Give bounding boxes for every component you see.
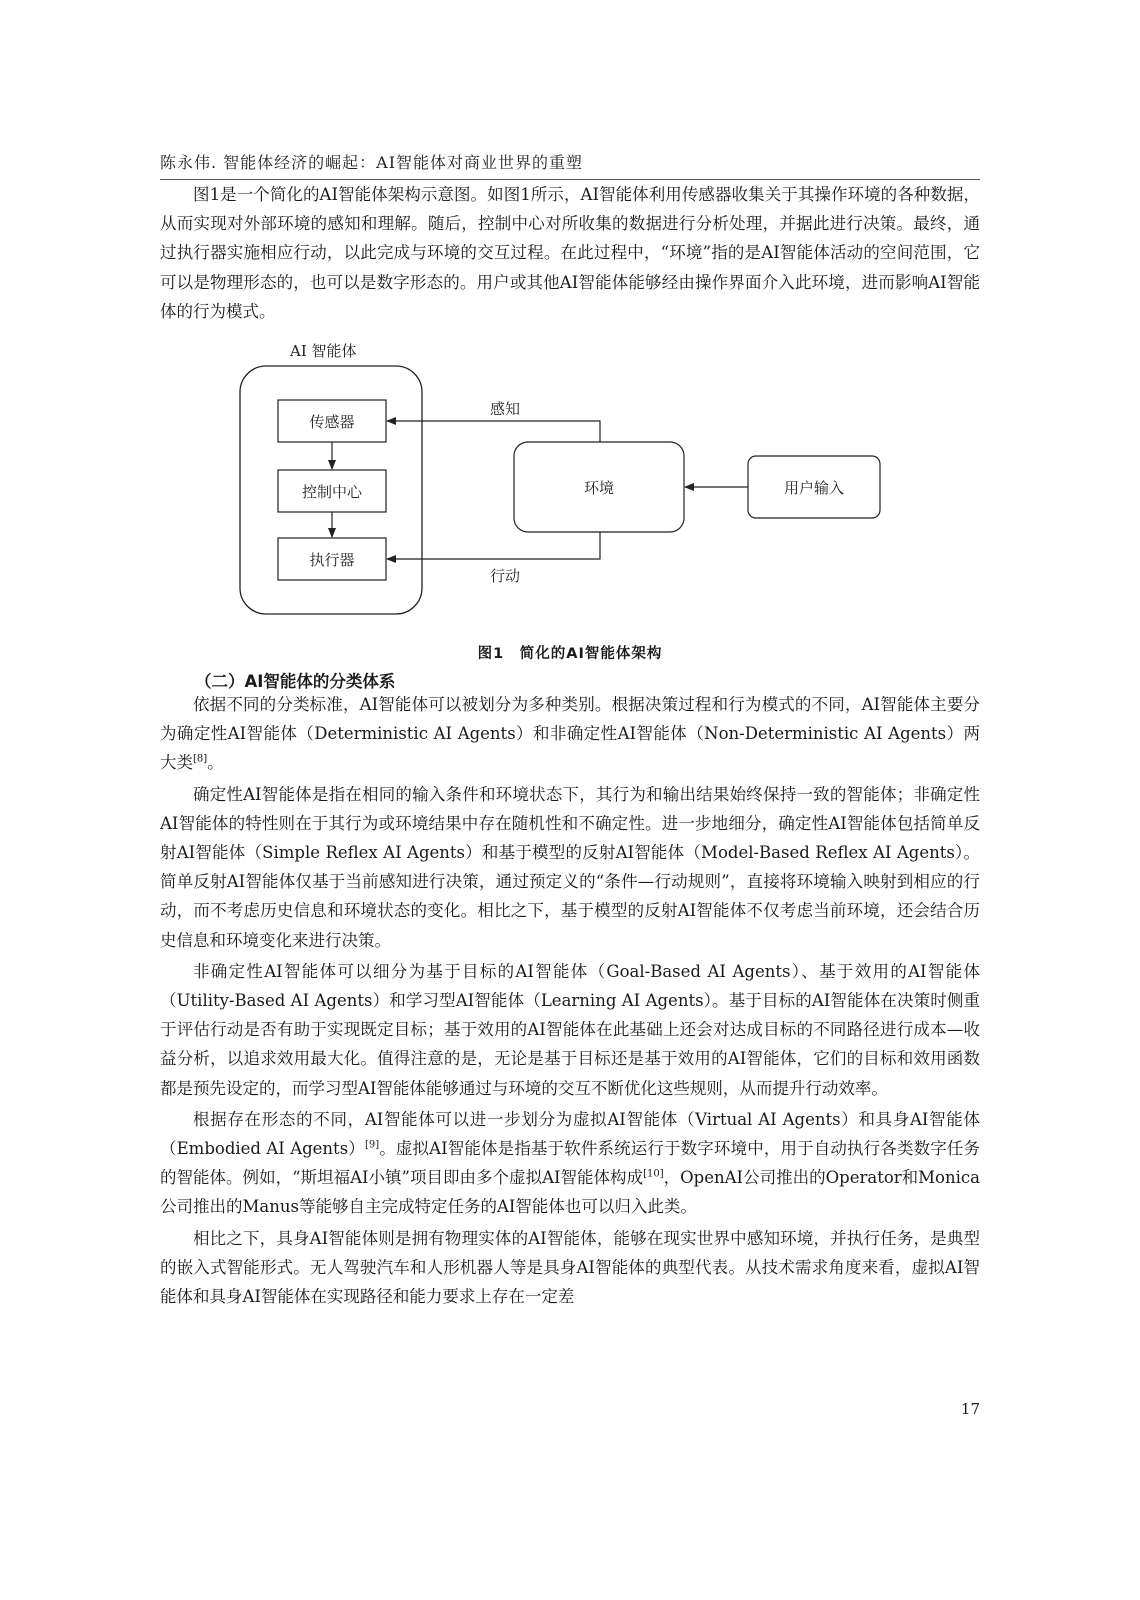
intro-paragraph: 图1是一个简化的AI智能体架构示意图。如图1所示，AI智能体利用传感器收集关于其操作环境的各种数据，从而实现对外部环境的感知和理解。随后，控制中心对所收集的数据进行分析处理，并据此进行决策。最终，通过执行器实施相应行动，以此完成与环境的交互过程。在此过程中，“环境”指的是AI智能体活动的空间范围，它可以是物理形态的，也可以是数字形态的。用户或其他AI智能体能够经由操作界面介入此环境，进而影响AI智能体的行为模式。 — [160, 185, 980, 321]
user-input-label: 用户输入 — [783, 478, 844, 497]
actuator-label: 执行器 — [309, 550, 355, 569]
action-label: 行动 — [490, 567, 521, 585]
citation-ref: [9] — [364, 1139, 380, 1151]
agent-label: AI 智能体 — [290, 342, 357, 360]
intro-paragraph-block — [160, 180, 980, 328]
running-head: 陈永伟. 智能体经济的崛起：AI智能体对商业世界的重塑 — [160, 150, 980, 180]
agent-architecture-diagram — [160, 340, 980, 640]
paragraph-deterministic: 确定性AI智能体是指在相同的输入条件和环境状态下，其行为和输出结果始终保持一致的智能体；非确定性AI智能体的特性则在于其行为或环境结果中存在随机性和不确定性。进一步地细分，确定性AI智能体包括简单反射AI智能体（Simple Reflex AI Agents）和基于模型的反射AI智能体（Model-Based Reflex AI Agents）。简单反射AI智能体仅基于当前感知进行决策，通过预定义的“条件—行动规则”，直接将环境输入映射到相应的行动，而不考虑历史信息和环境状态的变化。相比之下，基于模型的反射AI智能体不仅考虑当前环境，还会结合历史信息和环境变化来进行决策。 — [160, 784, 980, 950]
figure-caption: 图1 简化的AI智能体架构 — [477, 646, 663, 662]
paragraph-tail: 。 — [207, 753, 224, 773]
paragraph-virtual-embodied — [160, 1105, 980, 1222]
perception-label: 感知 — [490, 400, 521, 418]
body-paragraphs — [160, 690, 980, 1313]
page-number: 17 — [960, 1400, 980, 1418]
citation-ref: [10] — [643, 1168, 664, 1180]
environment-label: 环境 — [583, 478, 614, 497]
perception-arrow — [387, 421, 600, 442]
citation-ref: [8] — [193, 753, 208, 765]
paragraph-tail: 。虚拟AI智能体是指基于软件系统运行于数字环境中，用于自动执行各类数字任务的智能体。例如，“斯坦福AI小镇”项目即由多个虚拟AI智能体构成 — [160, 1139, 980, 1188]
paragraph-non-deterministic: 非确定性AI智能体可以细分为基于目标的AI智能体（Goal-Based AI Agents）、基于效用的AI智能体（Utility-Based AI Agents）和学习型AI智能体（Learning AI Agents）。基于目标的AI智能体在决策时侧重于评估行动是否有助于实现既定目标；基于效用的AI智能体在此基础上还会对达成目标的不同路径进行成本—收益分析，以追求效用最大化。值得注意的是，无论是基于目标还是基于效用的AI智能体，它们的目标和效用函数都是预先设定的，而学习型AI智能体能够通过与环境的交互不断优化这些规则，从而提升行动效率。 — [160, 961, 980, 1098]
paragraph-classification — [160, 690, 980, 778]
paragraph-embodied: 相比之下，具身AI智能体则是拥有物理实体的AI智能体，能够在现实世界中感知环境，并执行任务，是典型的嵌入式智能形式。无人驾驶汽车和人形机器人等是具身AI智能体的典型代表。从技术需求角度来看，虚拟AI智能体和具身AI智能体在实现路径和能力要求上存在一定差 — [160, 1228, 980, 1307]
section-heading: （二）AI智能体的分类体系 — [195, 672, 396, 691]
sensor-label: 传感器 — [309, 412, 355, 431]
paragraph-text: 依据不同的分类标准，AI智能体可以被划分为多种类别。根据决策过程和行为模式的不同，AI智能体主要分为确定性AI智能体（Deterministic AI Agents）和非确定性AI智能体（Non-Deterministic AI Agents）两大类 — [160, 695, 980, 773]
paragraph-text: 根据存在形态的不同，AI智能体可以进一步划分为虚拟AI智能体（Virtual AI Agents）和具身AI智能体（Embodied AI Agents） — [160, 1109, 980, 1159]
control-center-label: 控制中心 — [301, 482, 362, 501]
paragraph-tail: ，OpenAI公司推出的Operator和Monica公司推出的Manus等能够自主完成特定任务的AI智能体也可以归入此类。 — [160, 1168, 980, 1217]
action-arrow — [387, 532, 600, 559]
